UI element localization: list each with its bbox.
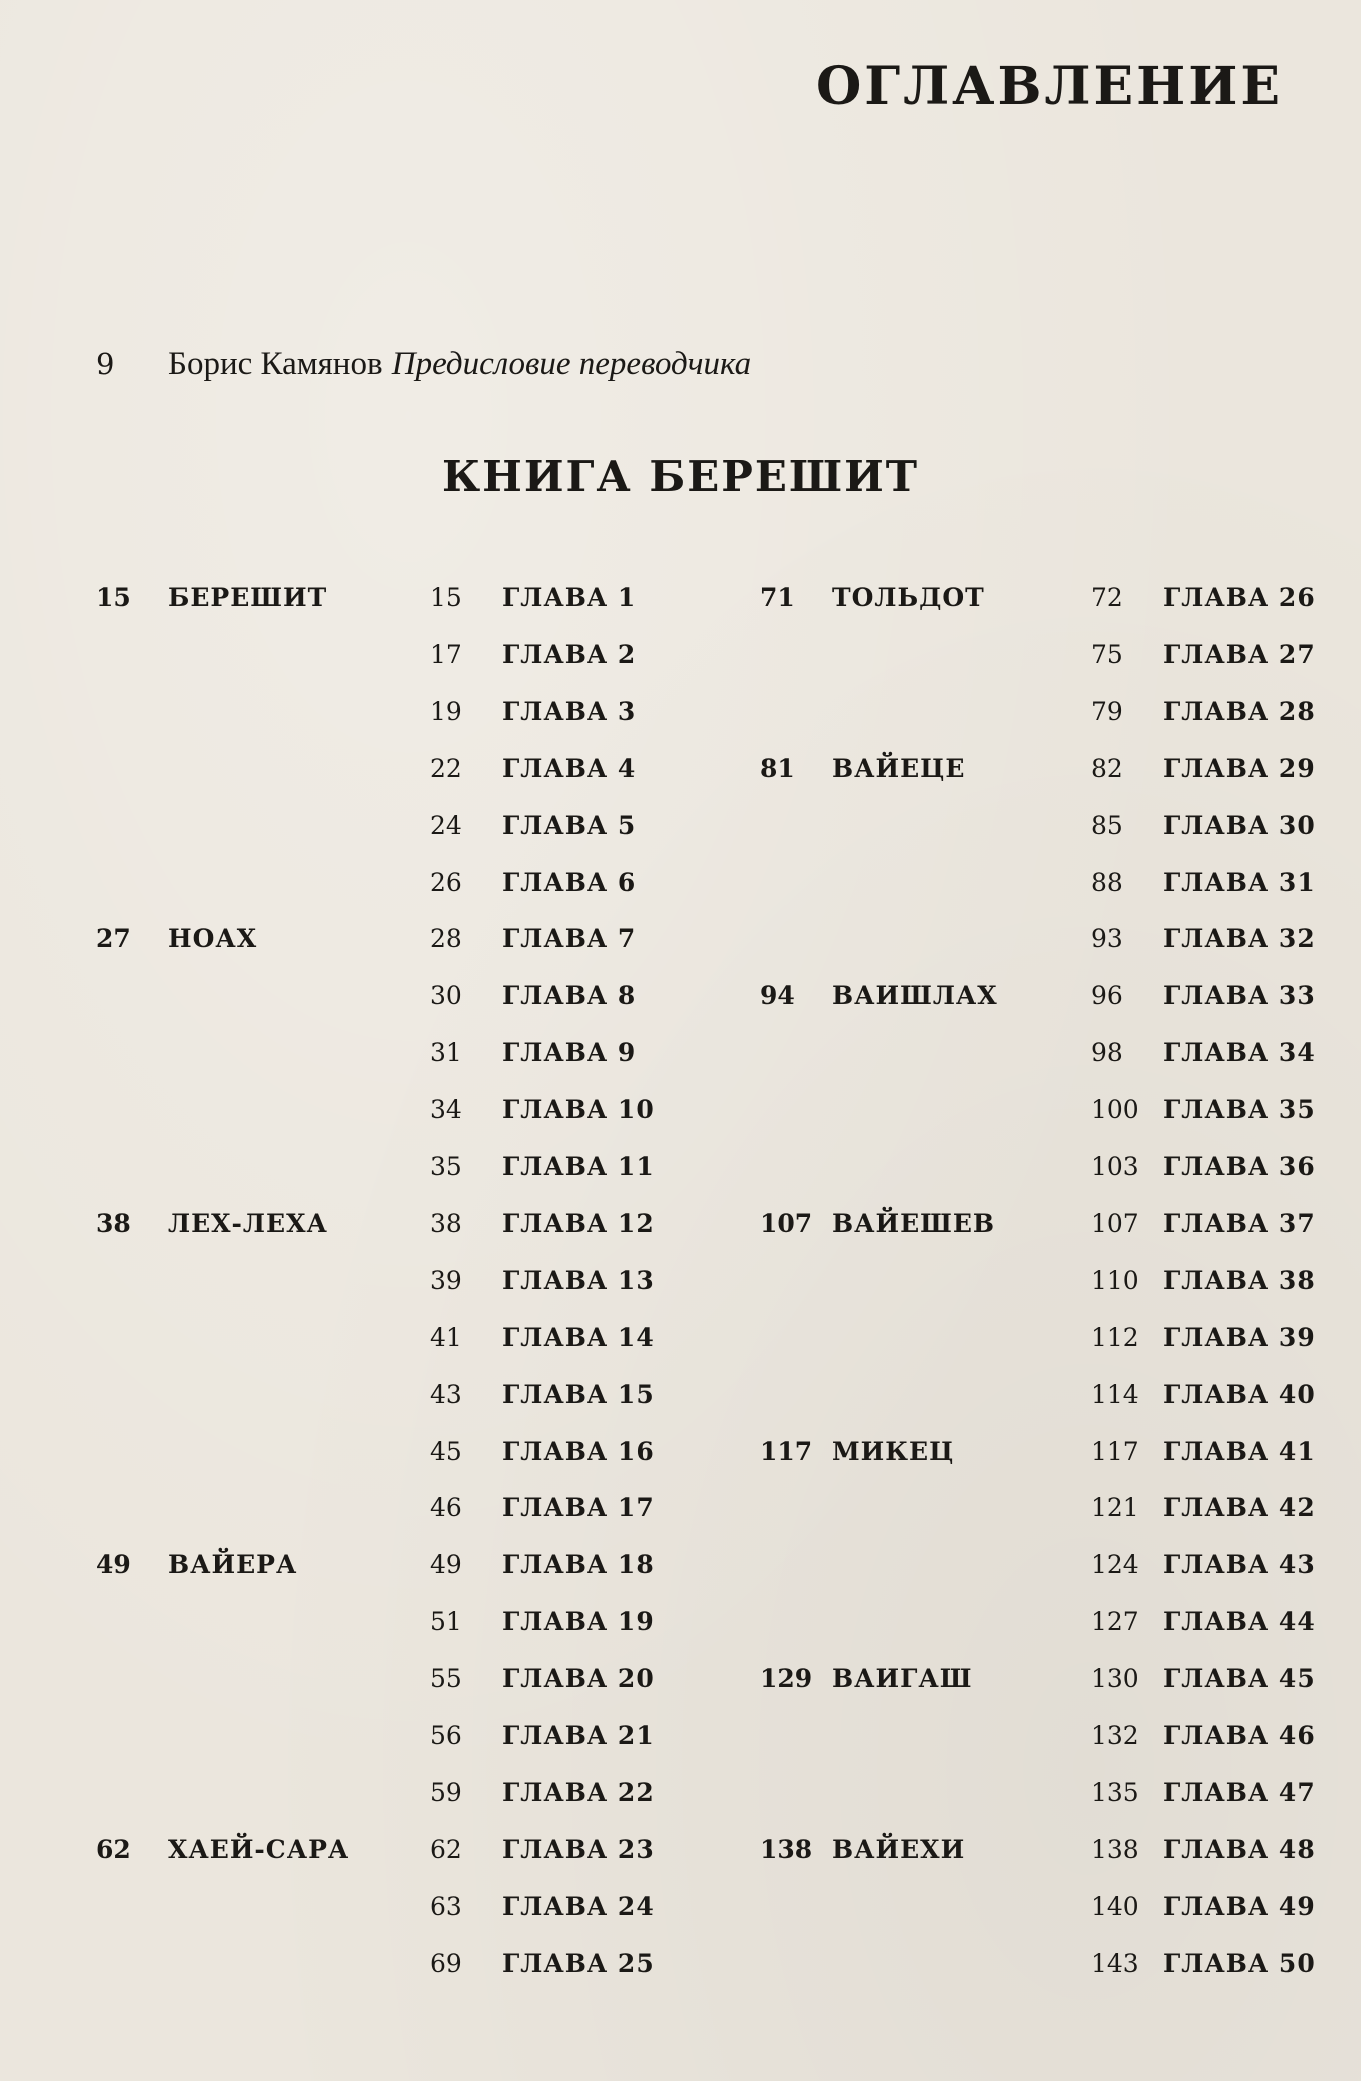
portion-entry-page-number: 107 [760,1208,813,1238]
portion-entry-title: ВАЙЕШЕВ [832,1208,996,1238]
chapter-entry[interactable] [1091,806,1316,846]
chapter-entry-page-number: 17 [430,639,462,669]
chapter-entry-page-number: 114 [1091,1379,1139,1409]
chapter-entry-title: ГЛАВА 31 [1163,867,1316,897]
preface-title: Предисловие переводчика [391,346,752,382]
chapter-entry[interactable] [430,1261,655,1301]
chapter-entry[interactable] [430,1830,655,1870]
chapter-entry-page-number: 63 [430,1891,462,1921]
chapter-entry-title: ГЛАВА 4 [502,753,637,783]
chapter-entry[interactable] [1091,578,1316,618]
chapter-entry[interactable] [430,976,636,1016]
chapter-entry[interactable] [430,1887,655,1927]
chapter-entry-title: ГЛАВА 32 [1163,924,1316,954]
chapter-entry[interactable] [430,749,636,789]
chapter-entry[interactable] [430,863,636,903]
portion-entry-title: ХАЕЙ-САРА [168,1834,350,1864]
chapter-entry[interactable] [1091,1090,1316,1130]
chapter-entry[interactable] [1091,1659,1316,1699]
chapter-entry-title: ГЛАВА 26 [1163,583,1316,612]
chapter-entry-page-number: 24 [430,810,462,840]
chapter-entry-page-number: 38 [430,1208,462,1238]
chapter-entry-title: ГЛАВА 21 [502,1721,655,1750]
chapter-entry-title: ГЛАВА 9 [502,1038,637,1068]
chapter-entry[interactable] [430,1090,655,1130]
portion-entry-page-number: 62 [96,1834,131,1864]
portion-entry[interactable] [96,1830,349,1870]
chapter-entry[interactable] [1091,1830,1316,1870]
portion-entry[interactable] [96,1545,297,1585]
chapter-entry[interactable] [430,578,636,618]
chapter-entry-page-number: 93 [1091,924,1123,954]
chapter-entry-page-number: 26 [430,867,462,897]
chapter-entry-page-number: 88 [1091,867,1123,897]
chapter-entry[interactable] [430,692,636,732]
chapter-entry-page-number: 41 [430,1322,462,1352]
chapter-entry[interactable] [1091,1375,1316,1415]
chapter-entry-title: ГЛАВА 50 [1163,1948,1316,1978]
chapter-entry-page-number: 19 [430,696,462,726]
portion-entry-title: ЛЕХ-ЛЕХА [168,1208,328,1238]
portion-entry-page-number: 94 [760,981,795,1011]
chapter-entry-page-number: 62 [430,1834,462,1864]
chapter-entry[interactable] [1091,919,1316,959]
chapter-entry-title: ГЛАВА 20 [502,1664,655,1694]
chapter-entry-page-number: 49 [430,1550,462,1580]
portion-entry-title: ВАЙЕЦЕ [832,753,966,783]
chapter-entry[interactable] [430,1488,655,1528]
portion-entry-page-number: 81 [760,753,795,783]
chapter-entry-title: ГЛАВА 16 [502,1436,655,1466]
chapter-entry-title: ГЛАВА 27 [1163,639,1316,669]
portion-entry-title: ТОЛЬДОТ [832,583,985,612]
chapter-entry-title: ГЛАВА 18 [502,1550,655,1580]
chapter-entry-title: ГЛАВА 28 [1163,696,1316,726]
chapter-entry-title: ГЛАВА 2 [502,639,637,669]
chapter-entry-title: ГЛАВА 37 [1163,1208,1316,1238]
chapter-entry-page-number: 130 [1091,1664,1139,1694]
chapter-entry-title: ГЛАВА 23 [502,1834,655,1864]
toc-title: ОГЛАВЛЕНИЕ [816,56,1283,117]
chapter-entry-title: ГЛАВА 12 [502,1208,655,1238]
portion-entry[interactable] [96,578,327,618]
chapter-entry[interactable] [1091,635,1316,675]
chapter-entry-page-number: 135 [1091,1777,1139,1807]
chapter-entry-title: ГЛАВА 8 [502,981,637,1011]
portion-entry-page-number: 27 [96,924,131,954]
chapter-entry-title: ГЛАВА 36 [1163,1152,1316,1181]
chapter-entry-page-number: 140 [1091,1891,1139,1921]
chapter-entry-page-number: 28 [430,924,462,954]
portion-entry-page-number: 38 [96,1208,131,1238]
chapter-entry-title: ГЛАВА 7 [502,924,637,954]
chapter-entry[interactable] [430,1033,636,1073]
chapter-entry-page-number: 35 [430,1152,462,1181]
chapter-entry-title: ГЛАВА 30 [1163,810,1316,840]
chapter-entry-page-number: 75 [1091,639,1123,669]
chapter-entry[interactable] [1091,1318,1316,1358]
chapter-entry[interactable] [1091,1716,1316,1756]
preface-entry[interactable] [96,346,751,383]
portion-entry[interactable] [760,1659,972,1699]
chapter-entry[interactable] [1091,1887,1316,1927]
chapter-entry[interactable] [1091,749,1316,789]
chapter-entry[interactable] [430,1602,655,1642]
chapter-entry-page-number: 69 [430,1948,462,1978]
chapter-entry[interactable] [1091,976,1316,1016]
chapter-entry-page-number: 138 [1091,1834,1139,1864]
chapter-entry-title: ГЛАВА 43 [1163,1550,1316,1580]
chapter-entry-page-number: 51 [430,1607,462,1637]
chapter-entry-title: ГЛАВА 14 [502,1322,655,1352]
portion-entry[interactable] [760,976,998,1016]
chapter-entry[interactable] [1091,1944,1316,1984]
portion-entry[interactable] [760,1830,965,1870]
chapter-entry-page-number: 15 [430,583,462,612]
chapter-entry-title: ГЛАВА 29 [1163,753,1316,783]
chapter-entry-page-number: 22 [430,753,462,783]
chapter-entry-title: ГЛАВА 41 [1163,1436,1316,1466]
chapter-entry[interactable] [1091,1545,1316,1585]
chapter-entry-page-number: 103 [1091,1152,1139,1181]
chapter-entry[interactable] [1091,1147,1316,1187]
chapter-entry-title: ГЛАВА 39 [1163,1322,1316,1352]
chapter-entry-page-number: 143 [1091,1948,1139,1978]
chapter-entry-page-number: 56 [430,1721,462,1750]
portion-entry[interactable] [760,749,965,789]
chapter-entry-title: ГЛАВА 3 [502,696,637,726]
chapter-entry-page-number: 127 [1091,1607,1139,1637]
chapter-entry-page-number: 132 [1091,1721,1139,1750]
chapter-entry-page-number: 124 [1091,1550,1139,1580]
chapter-entry[interactable] [430,635,636,675]
chapter-entry-page-number: 85 [1091,810,1123,840]
portion-entry-title: ВАЙЕРА [168,1550,298,1580]
chapter-entry-page-number: 110 [1091,1265,1139,1295]
chapter-entry-page-number: 121 [1091,1493,1139,1523]
chapter-entry-page-number: 100 [1091,1095,1139,1125]
chapter-entry[interactable] [430,1944,655,1984]
chapter-entry[interactable] [430,1773,655,1813]
chapter-entry-page-number: 72 [1091,583,1123,612]
chapter-entry-page-number: 34 [430,1095,462,1125]
chapter-entry-page-number: 45 [430,1436,462,1466]
chapter-entry-title: ГЛАВА 6 [502,867,637,897]
chapter-entry-page-number: 39 [430,1265,462,1295]
chapter-entry-page-number: 82 [1091,753,1123,783]
portion-entry[interactable] [760,1432,954,1472]
chapter-entry-title: ГЛАВА 33 [1163,981,1316,1011]
chapter-entry[interactable] [1091,1602,1316,1642]
portion-entry-page-number: 138 [760,1834,813,1864]
portion-entry[interactable] [96,919,257,959]
portion-entry[interactable] [760,578,985,618]
chapter-entry-title: ГЛАВА 15 [502,1379,655,1409]
chapter-entry[interactable] [430,1204,655,1244]
chapter-entry[interactable] [1091,1773,1316,1813]
chapter-entry[interactable] [430,1716,655,1756]
chapter-entry-title: ГЛАВА 40 [1163,1379,1316,1409]
chapter-entry-page-number: 30 [430,981,462,1011]
chapter-entry-title: ГЛАВА 47 [1163,1777,1316,1807]
preface-author: Борис Камянов [168,346,383,382]
chapter-entry[interactable] [1091,1033,1316,1073]
chapter-entry-title: ГЛАВА 35 [1163,1095,1316,1125]
book-title: КНИГА БЕРЕШИТ [441,452,920,501]
preface-page-number: 9 [96,347,115,381]
chapter-entry-title: ГЛАВА 25 [502,1948,655,1978]
chapter-entry-page-number: 55 [430,1664,462,1694]
portion-entry-title: ВАИШЛАХ [832,981,998,1011]
chapter-entry-page-number: 79 [1091,696,1123,726]
chapter-entry-title: ГЛАВА 24 [502,1891,655,1921]
chapter-entry[interactable] [430,919,636,959]
portion-entry-page-number: 15 [96,583,131,612]
chapter-entry-title: ГЛАВА 11 [502,1152,655,1181]
portion-entry-page-number: 117 [760,1436,813,1466]
portion-entry-title: МИКЕЦ [832,1436,955,1466]
chapter-entry-title: ГЛАВА 38 [1163,1265,1316,1295]
chapter-entry-page-number: 46 [430,1493,462,1523]
chapter-entry-page-number: 43 [430,1379,462,1409]
portion-entry-page-number: 129 [760,1664,813,1694]
chapter-entry[interactable] [430,1432,655,1472]
chapter-entry[interactable] [430,1659,655,1699]
chapter-entry-page-number: 107 [1091,1208,1139,1238]
chapter-entry-page-number: 98 [1091,1038,1123,1068]
chapter-entry-title: ГЛАВА 45 [1163,1664,1316,1694]
chapter-entry[interactable] [430,1318,655,1358]
portion-entry-title: БЕРЕШИТ [168,583,328,612]
chapter-entry-title: ГЛАВА 49 [1163,1891,1316,1921]
portion-entry-page-number: 49 [96,1550,131,1580]
chapter-entry-title: ГЛАВА 17 [502,1493,655,1523]
chapter-entry-page-number: 96 [1091,981,1123,1011]
chapter-entry-page-number: 117 [1091,1436,1139,1466]
chapter-entry[interactable] [1091,863,1316,903]
portion-entry[interactable] [96,1204,328,1244]
chapter-entry-title: ГЛАВА 5 [502,810,637,840]
chapter-entry-title: ГЛАВА 1 [502,583,637,612]
chapter-entry[interactable] [1091,1432,1316,1472]
chapter-entry[interactable] [1091,1488,1316,1528]
chapter-entry-title: ГЛАВА 13 [502,1265,655,1295]
portion-entry-title: НОАХ [168,924,258,954]
chapter-entry-page-number: 31 [430,1038,462,1068]
chapter-entry-page-number: 112 [1091,1322,1139,1352]
chapter-entry[interactable] [430,806,636,846]
chapter-entry-page-number: 59 [430,1777,462,1807]
portion-entry-title: ВАЙЕХИ [832,1834,966,1864]
chapter-entry[interactable] [430,1375,655,1415]
chapter-entry-title: ГЛАВА 42 [1163,1493,1316,1523]
chapter-entry-title: ГЛАВА 19 [502,1607,655,1637]
chapter-entry[interactable] [430,1545,655,1585]
chapter-entry[interactable] [1091,692,1316,732]
chapter-entry-title: ГЛАВА 48 [1163,1834,1316,1864]
chapter-entry-title: ГЛАВА 44 [1163,1607,1316,1637]
chapter-entry-title: ГЛАВА 10 [502,1095,655,1125]
chapter-entry[interactable] [1091,1204,1316,1244]
chapter-entry[interactable] [1091,1261,1316,1301]
chapter-entry-title: ГЛАВА 22 [502,1777,655,1807]
chapter-entry[interactable] [430,1147,655,1187]
chapter-entry-title: ГЛАВА 46 [1163,1721,1316,1750]
portion-entry-title: ВАИГАШ [832,1664,973,1694]
portion-entry[interactable] [760,1204,995,1244]
portion-entry-page-number: 71 [760,583,795,612]
chapter-entry-title: ГЛАВА 34 [1163,1038,1316,1068]
